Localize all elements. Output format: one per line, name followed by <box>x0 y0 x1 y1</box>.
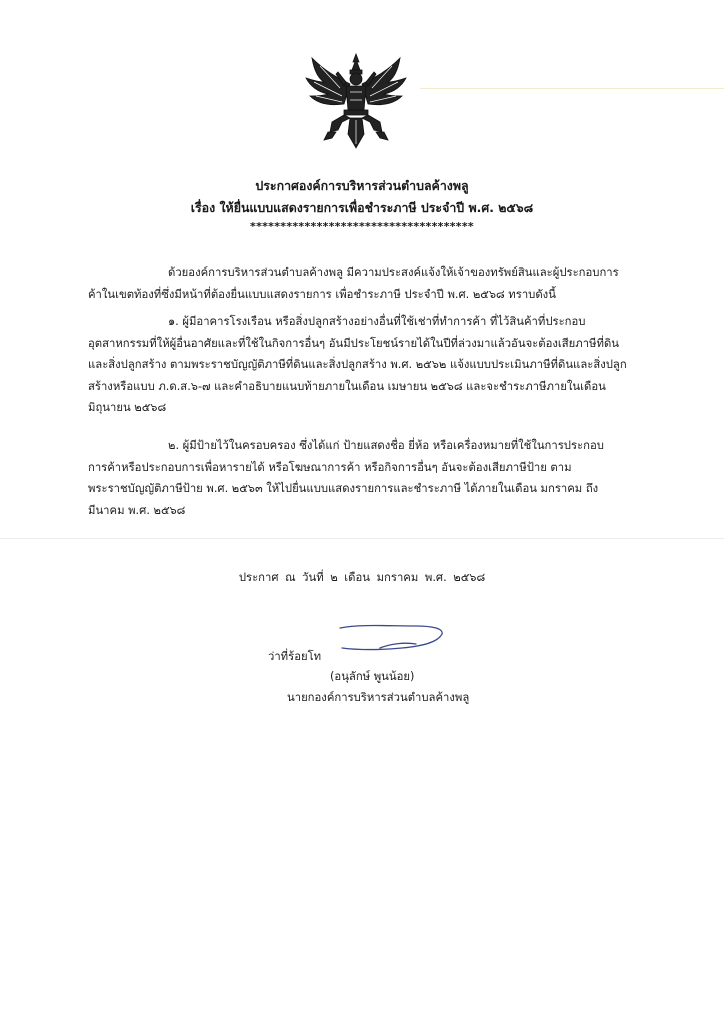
scan-artifact-line <box>420 88 724 89</box>
org-header: ประกาศองค์การบริหารส่วนตำบลค้างพลู <box>255 178 469 193</box>
text-line: พระราชบัญญัติภาษีป้าย พ.ศ. ๒๕๖๓ ให้ไปยื่นแบบแสดงรายการและชำระภาษี ได้ภายในเดือน มกราคม ถึง <box>88 482 599 495</box>
subject-line: เรื่อง ให้ยื่นแบบแสดงรายการเพื่อชำระภาษี ประจำปี พ.ศ. ๒๕๖๘ <box>190 200 534 215</box>
text-line: ด้วยองค์การบริหารส่วนตำบลค้างพลู มีความประสงค์แจ้งให้เจ้าของทรัพย์สินและผู้ประกอบการ <box>168 266 619 279</box>
item-2-paragraph <box>88 435 638 521</box>
signatory-name: (อนุลักษ์ พูนน้อย) <box>330 670 415 683</box>
intro-paragraph <box>88 262 638 305</box>
text-line: การค้าหรือประกอบการเพื่อหารายได้ หรือโฆษณาการค้า หรือกิจการอื่นๆ อันจะต้องเสียภาษีป้าย ตาม <box>88 460 572 474</box>
text-line: ๒. ผู้มีป้ายไว้ในครอบครอง ซึ่งได้แก่ ป้ายแสดงชื่อ ยี่ห้อ หรือเครื่องหมายที่ใช้ในการประกอบ <box>168 439 604 452</box>
announcement-date: ประกาศ ณ วันที่ ๒ เดือน มกราคม พ.ศ. ๒๕๖๘ <box>238 571 486 584</box>
signatory-title: นายกองค์การบริหารส่วนตำบลค้างพลู <box>287 691 470 704</box>
item-1-paragraph <box>88 311 638 419</box>
scan-artifact-line <box>0 538 724 539</box>
text-line: สร้างหรือแบบ ภ.ด.ส.๖-๗ และคำอธิบายแนบท้ายภายในเดือน เมษายน ๒๕๖๘ และจะชำระภาษีภายในเดือน <box>88 379 606 393</box>
garuda-emblem-icon <box>300 52 412 152</box>
text-line: อุตสาหกรรมที่ให้ผู้อื่นอาศัยและที่ใช้ในกิจการอื่นๆ อันมีประโยชน์รายได้ในปีที่ล่วงมาแล้วอันจะต้องเสียภาษีที่ดิน <box>88 336 620 350</box>
text-line: มีนาคม พ.ศ. ๒๕๖๘ <box>88 503 186 517</box>
text-line: มิถุนายน ๒๕๖๘ <box>88 401 167 414</box>
handwritten-signature <box>320 614 460 660</box>
signatory-rank: ว่าที่ร้อยโท <box>268 650 322 663</box>
separator-line: ************************************* <box>250 220 474 233</box>
text-line: ๑. ผู้มีอาคารโรงเรือน หรือสิ่งปลูกสร้างอย่างอื่นที่ใช้เช่าที่ทำการค้า ที่ไว้สินค้าที่ประกอบ <box>168 315 586 328</box>
text-line: และสิ่งปลูกสร้าง ตามพระราชบัญญัติภาษีที่ดินและสิ่งปลูกสร้าง พ.ศ. ๒๕๖๒ แจ้งแบบประเมินภาษีที่ดินและสิ่งปลูก <box>88 358 627 371</box>
text-line: ค้าในเขตท้องที่ซึ่งมีหน้าที่ต้องยื่นแบบแสดงรายการ เพื่อชำระภาษี ประจำปี พ.ศ. ๒๕๖๘ ทราบดังนี้ <box>88 287 556 301</box>
